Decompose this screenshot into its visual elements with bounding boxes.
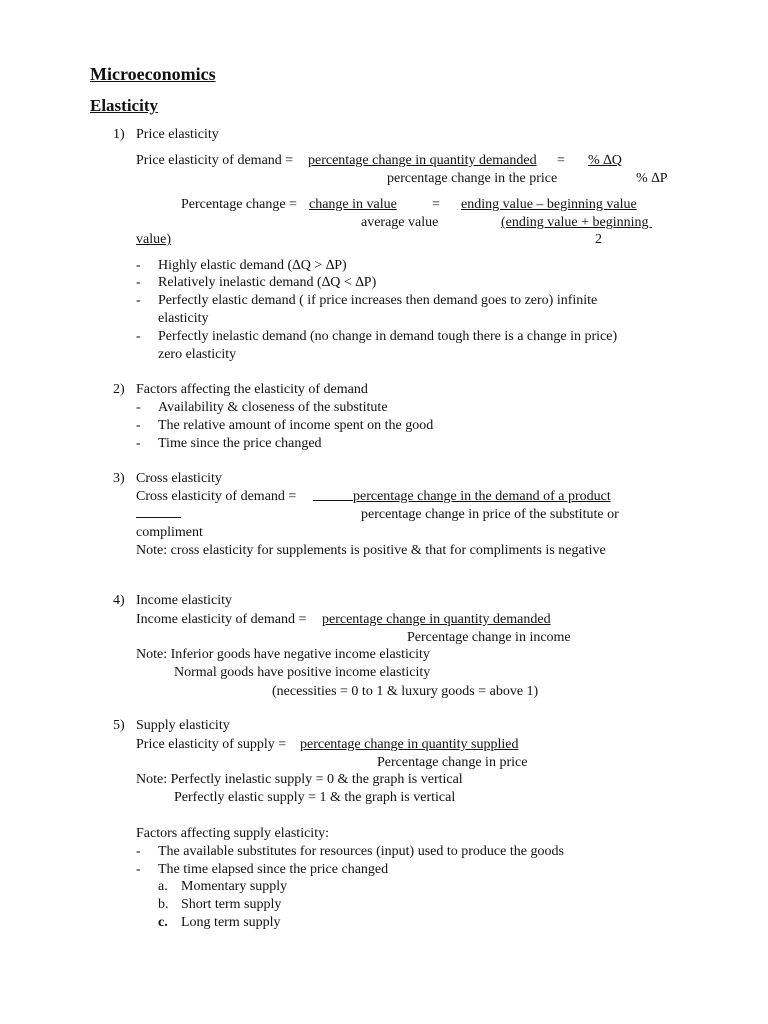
note: Note: cross elasticity for supplements is positive & that for compliments is negative <box>136 543 606 558</box>
formula-denominator: value) <box>136 232 171 247</box>
list-item-continuation: zero elasticity <box>158 347 237 362</box>
section-heading: Elasticity <box>90 96 158 115</box>
bullet-marker: - <box>136 329 141 344</box>
bullet-marker: - <box>136 862 141 877</box>
subsection-heading: Supply elasticity <box>136 718 230 733</box>
list-item: The available substitutes for resources (input) used to produce the goods <box>158 844 564 859</box>
bullet-marker: - <box>136 436 141 451</box>
formula-denominator: percentage change in price of the substitute or <box>361 507 619 522</box>
formula-numerator: percentage change in the demand of a product <box>353 489 611 504</box>
formula-label: Income elasticity of demand = <box>136 612 307 627</box>
note: Perfectly elastic supply = 1 & the graph is vertical <box>174 790 456 805</box>
formula-label: Cross elasticity of demand = <box>136 489 297 504</box>
bullet-marker: - <box>136 275 141 290</box>
formula-denominator: 2 <box>595 232 602 247</box>
list-item: Perfectly inelastic demand (no change in demand tough there is a change in price) <box>158 329 618 344</box>
section-number: 1) <box>113 127 125 142</box>
subsection-heading: Factors affecting supply elasticity: <box>136 826 329 841</box>
underline-rule <box>313 500 353 501</box>
list-item: Availability & closeness of the substitute <box>158 400 388 415</box>
formula-numerator: ending value – beginning value <box>461 197 637 212</box>
equals-sign: = <box>557 153 565 168</box>
note: Note: Inferior goods have negative income elasticity <box>136 647 430 662</box>
section-number: 4) <box>113 593 125 608</box>
formula-numerator: % ∆Q <box>588 153 622 168</box>
formula-label: Price elasticity of supply = <box>136 737 287 752</box>
section-number: 2) <box>113 382 125 397</box>
section-number: 3) <box>113 471 125 486</box>
formula-denominator: Percentage change in price <box>377 755 528 770</box>
formula-numerator: percentage change in quantity demanded <box>322 612 551 627</box>
list-item: The time elapsed since the price changed <box>158 862 389 877</box>
formula-denominator: Percentage change in income <box>407 630 571 645</box>
subsection-heading: Income elasticity <box>136 593 233 608</box>
sub-list-marker: b. <box>158 897 169 912</box>
subsection-heading: Price elasticity <box>136 127 219 142</box>
sub-list-item: Short term supply <box>181 897 282 912</box>
section-number: 5) <box>113 718 125 733</box>
list-item: Highly elastic demand (∆Q > ∆P) <box>158 258 347 273</box>
note: Note: Perfectly inelastic supply = 0 & the graph is vertical <box>136 772 463 787</box>
bullet-marker: - <box>136 258 141 273</box>
formula-denominator: average value <box>361 215 439 230</box>
bullet-marker: - <box>136 400 141 415</box>
bullet-marker: - <box>136 418 141 433</box>
note: Normal goods have positive income elasticity <box>174 665 431 680</box>
sub-list-item: Momentary supply <box>181 879 288 894</box>
bullet-marker: - <box>136 844 141 859</box>
list-item: Perfectly elastic demand ( if price increases then demand goes to zero) infinite <box>158 293 598 308</box>
list-item: Time since the price changed <box>158 436 322 451</box>
list-item: Relatively inelastic demand (∆Q < ∆P) <box>158 275 377 290</box>
sub-list-marker: c. <box>158 915 168 930</box>
list-item: The relative amount of income spent on the good <box>158 418 434 433</box>
formula-denominator: % ∆P <box>636 171 668 186</box>
formula-denominator: compliment <box>136 525 203 540</box>
subsection-heading: Cross elasticity <box>136 471 222 486</box>
equals-sign: = <box>432 197 440 212</box>
list-item-continuation: elasticity <box>158 311 209 326</box>
sub-list-item: Long term supply <box>181 915 281 930</box>
subsection-heading: Factors affecting the elasticity of demand <box>136 382 368 397</box>
formula-numerator: percentage change in quantity demanded <box>308 153 537 168</box>
formula-label: Percentage change = <box>181 197 297 212</box>
underline-rule <box>136 517 181 518</box>
bullet-marker: - <box>136 293 141 308</box>
sub-list-marker: a. <box>158 879 168 894</box>
formula-label: Price elasticity of demand = <box>136 153 294 168</box>
formula-numerator: percentage change in quantity supplied <box>300 737 519 752</box>
formula-numerator: change in value <box>309 197 397 212</box>
formula-denominator: percentage change in the price <box>387 171 558 186</box>
document-title: Microeconomics <box>90 64 216 84</box>
note: (necessities = 0 to 1 & luxury goods = above 1) <box>272 684 539 699</box>
formula-denominator: (ending value + beginning <box>501 215 652 230</box>
